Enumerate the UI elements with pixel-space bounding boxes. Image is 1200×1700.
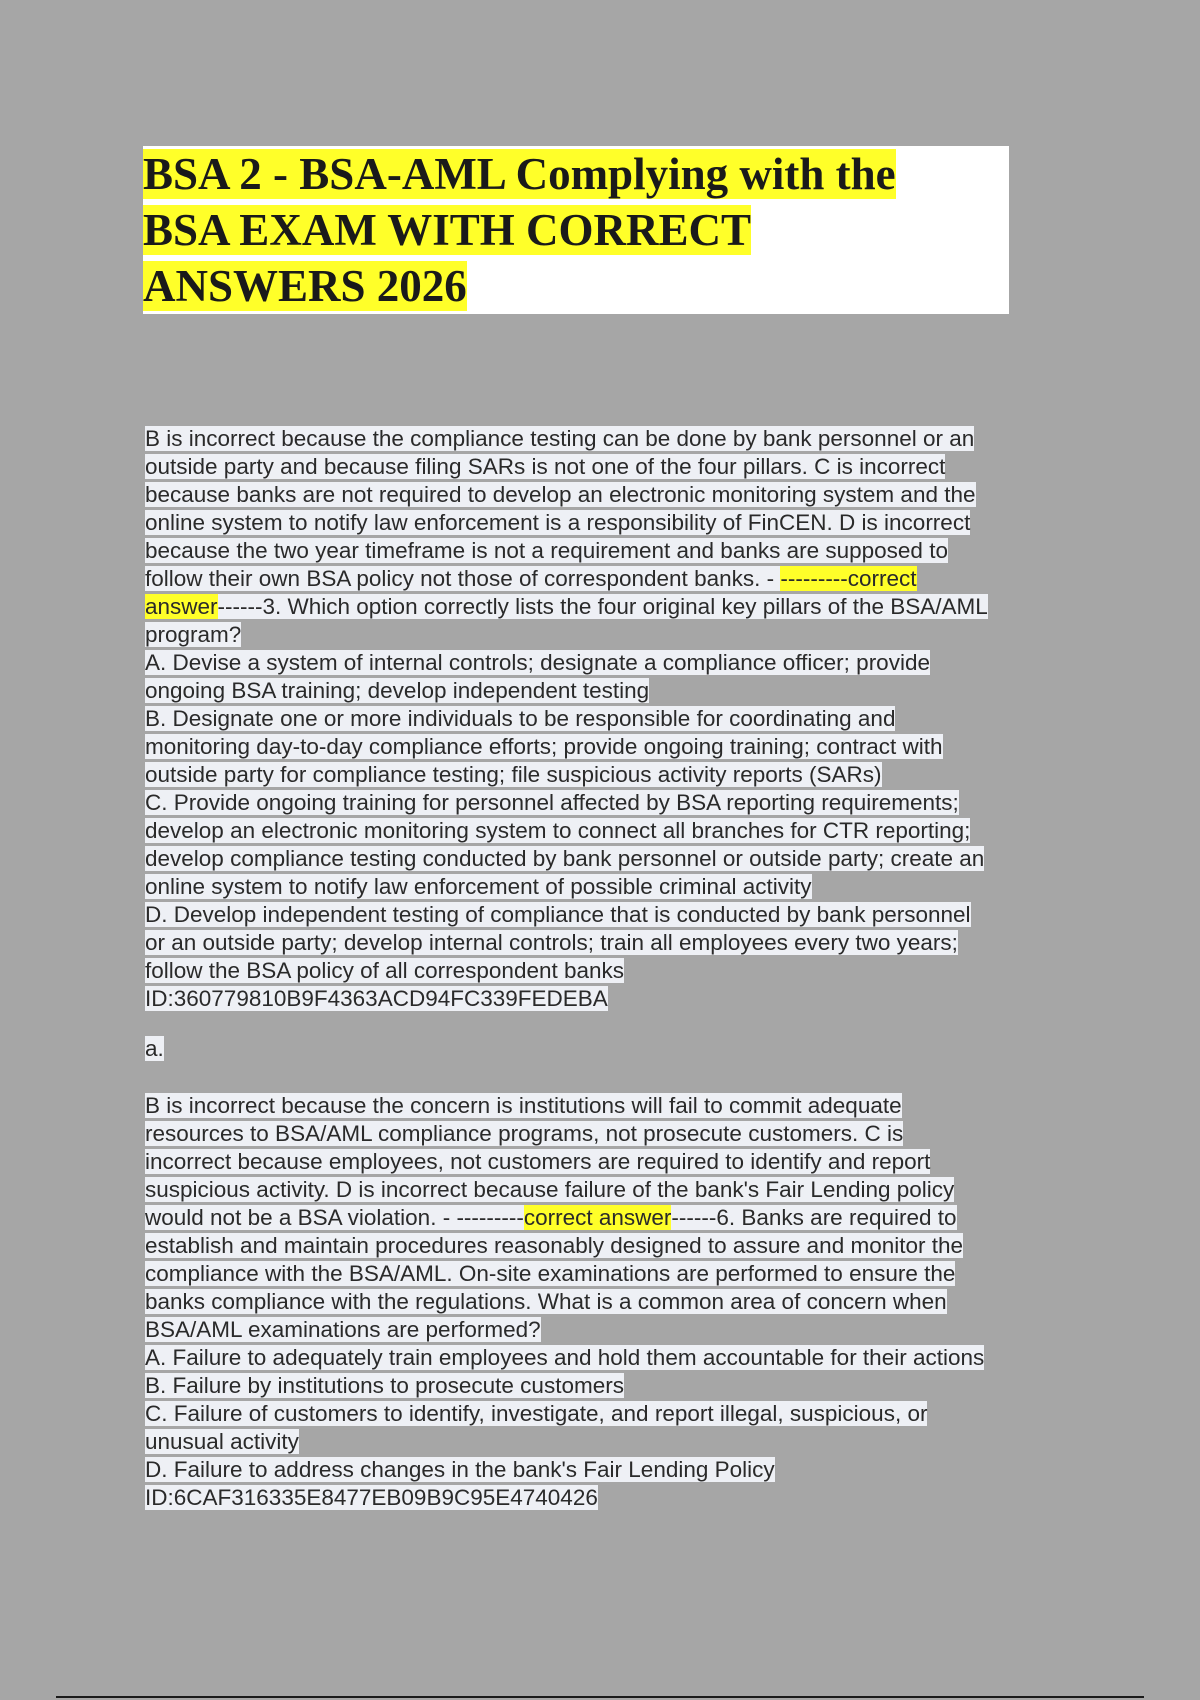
text-line bbox=[145, 817, 1065, 845]
text-segment: C. Failure of customers to identify, investigate, and report illegal, suspicious, or bbox=[145, 1401, 928, 1426]
text-line bbox=[145, 593, 1065, 621]
text-line bbox=[145, 1120, 1065, 1148]
text-segment: incorrect because employees, not customers are required to identify and report bbox=[145, 1149, 931, 1174]
title-box bbox=[143, 146, 1009, 314]
text-line bbox=[145, 929, 1065, 957]
text-line bbox=[145, 789, 1065, 817]
answer-letter: a. bbox=[145, 1036, 164, 1061]
title-line: BSA EXAM WITH CORRECT bbox=[143, 205, 752, 255]
text-line bbox=[145, 957, 1065, 985]
text-segment: follow their own BSA policy not those of correspondent banks. - bbox=[145, 566, 781, 591]
text-segment: D. Failure to address changes in the bank's Fair Lending Policy bbox=[145, 1457, 775, 1482]
text-segment: B is incorrect because the concern is institutions will fail to commit adequate bbox=[145, 1093, 902, 1118]
text-segment: compliance with the BSA/AML. On-site examinations are performed to ensure the bbox=[145, 1261, 956, 1286]
text-segment: C. Provide ongoing training for personnel affected by BSA reporting requirements; bbox=[145, 790, 959, 815]
text-line bbox=[145, 481, 1065, 509]
text-segment: B. Failure by institutions to prosecute customers bbox=[145, 1373, 624, 1398]
highlighted-text: answer bbox=[145, 594, 218, 619]
highlighted-text: correct answer bbox=[523, 1205, 672, 1230]
text-segment: because banks are not required to develop an electronic monitoring system and the bbox=[145, 482, 976, 507]
text-line bbox=[145, 509, 1065, 537]
title-line: BSA 2 - BSA-AML Complying with the bbox=[143, 149, 896, 199]
text-segment: D. Develop independent testing of compliance that is conducted by bank personnel bbox=[145, 902, 971, 927]
text-segment: online system to notify law enforcement of possible criminal activity bbox=[145, 874, 812, 899]
text-line bbox=[145, 621, 1065, 649]
text-line bbox=[145, 1344, 1065, 1372]
text-segment: establish and maintain procedures reasonably designed to assure and monitor the bbox=[145, 1233, 964, 1258]
text-segment: monitoring day-to-day compliance efforts; provide ongoing training; contract with bbox=[145, 734, 943, 759]
text-line bbox=[145, 705, 1065, 733]
text-line bbox=[145, 1204, 1065, 1232]
text-segment: develop compliance testing conducted by bank personnel or outside party; create an bbox=[145, 846, 985, 871]
question-3-block bbox=[145, 425, 1065, 1013]
text-segment: BSA/AML examinations are performed? bbox=[145, 1317, 541, 1342]
document-title bbox=[143, 146, 1009, 314]
text-line bbox=[145, 1092, 1065, 1120]
text-segment: outside party for compliance testing; file suspicious activity reports (SARs) bbox=[145, 762, 882, 787]
text-line bbox=[145, 1176, 1065, 1204]
text-line bbox=[145, 677, 1065, 705]
text-line bbox=[145, 761, 1065, 789]
text-line bbox=[145, 901, 1065, 929]
text-line bbox=[145, 1260, 1065, 1288]
text-segment: resources to BSA/AML compliance programs, not prosecute customers. C is bbox=[145, 1121, 904, 1146]
text-line bbox=[145, 1316, 1065, 1344]
text-segment: suspicious activity. D is incorrect because failure of the bank's Fair Lending policy bbox=[145, 1177, 955, 1202]
text-line bbox=[145, 733, 1065, 761]
text-segment: or an outside party; develop internal controls; train all employees every two years; bbox=[145, 930, 958, 955]
text-segment: program? bbox=[145, 622, 242, 647]
text-segment: outside party and because filing SARs is not one of the four pillars. C is incorrect bbox=[145, 454, 946, 479]
text-segment: B. Designate one or more individuals to be responsible for coordinating and bbox=[145, 706, 896, 731]
text-segment: A. Devise a system of internal controls; designate a compliance officer; provide bbox=[145, 650, 930, 675]
text-segment: ID:6CAF316335E8477EB09B9C95E4740426 bbox=[145, 1485, 598, 1510]
text-segment: ------6. Banks are required to bbox=[671, 1205, 957, 1230]
question-6-block bbox=[145, 1092, 1065, 1512]
title-line: ANSWERS 2026 bbox=[143, 261, 467, 311]
text-line bbox=[145, 1372, 1065, 1400]
text-line bbox=[145, 565, 1065, 593]
text-line bbox=[145, 1148, 1065, 1176]
text-line bbox=[145, 1456, 1065, 1484]
text-line bbox=[145, 1400, 1065, 1428]
text-line bbox=[145, 649, 1065, 677]
text-segment: unusual activity bbox=[145, 1429, 299, 1454]
text-line bbox=[145, 1428, 1065, 1456]
text-line bbox=[145, 1288, 1065, 1316]
text-line bbox=[145, 425, 1065, 453]
text-segment: develop an electronic monitoring system to connect all branches for CTR reporting; bbox=[145, 818, 971, 843]
highlighted-text: ---------correct bbox=[780, 566, 917, 591]
text-line bbox=[145, 1232, 1065, 1260]
text-line bbox=[145, 537, 1065, 565]
text-segment: ------3. Which option correctly lists the four original key pillars of the BSA/AML bbox=[217, 594, 988, 619]
text-segment: banks compliance with the regulations. What is a common area of concern when bbox=[145, 1289, 947, 1314]
text-segment: ongoing BSA training; develop independent testing bbox=[145, 678, 650, 703]
text-line bbox=[145, 845, 1065, 873]
text-segment: A. Failure to adequately train employees and hold them accountable for their actions bbox=[145, 1345, 985, 1370]
text-segment: B is incorrect because the compliance testing can be done by bank personnel or an bbox=[145, 426, 975, 451]
page-divider bbox=[56, 1696, 1144, 1698]
text-segment: would not be a BSA violation. - --------- bbox=[145, 1205, 524, 1230]
text-line bbox=[145, 873, 1065, 901]
text-segment: ID:360779810B9F4363ACD94FC339FEDEBA bbox=[145, 986, 608, 1011]
answer-letter-block bbox=[145, 1035, 1065, 1063]
text-line bbox=[145, 453, 1065, 481]
text-line bbox=[145, 1484, 1065, 1512]
text-segment: online system to notify law enforcement is a responsibility of FinCEN. D is incorrect bbox=[145, 510, 971, 535]
text-line bbox=[145, 985, 1065, 1013]
text-segment: follow the BSA policy of all correspondent banks bbox=[145, 958, 625, 983]
text-segment: because the two year timeframe is not a requirement and banks are supposed to bbox=[145, 538, 948, 563]
